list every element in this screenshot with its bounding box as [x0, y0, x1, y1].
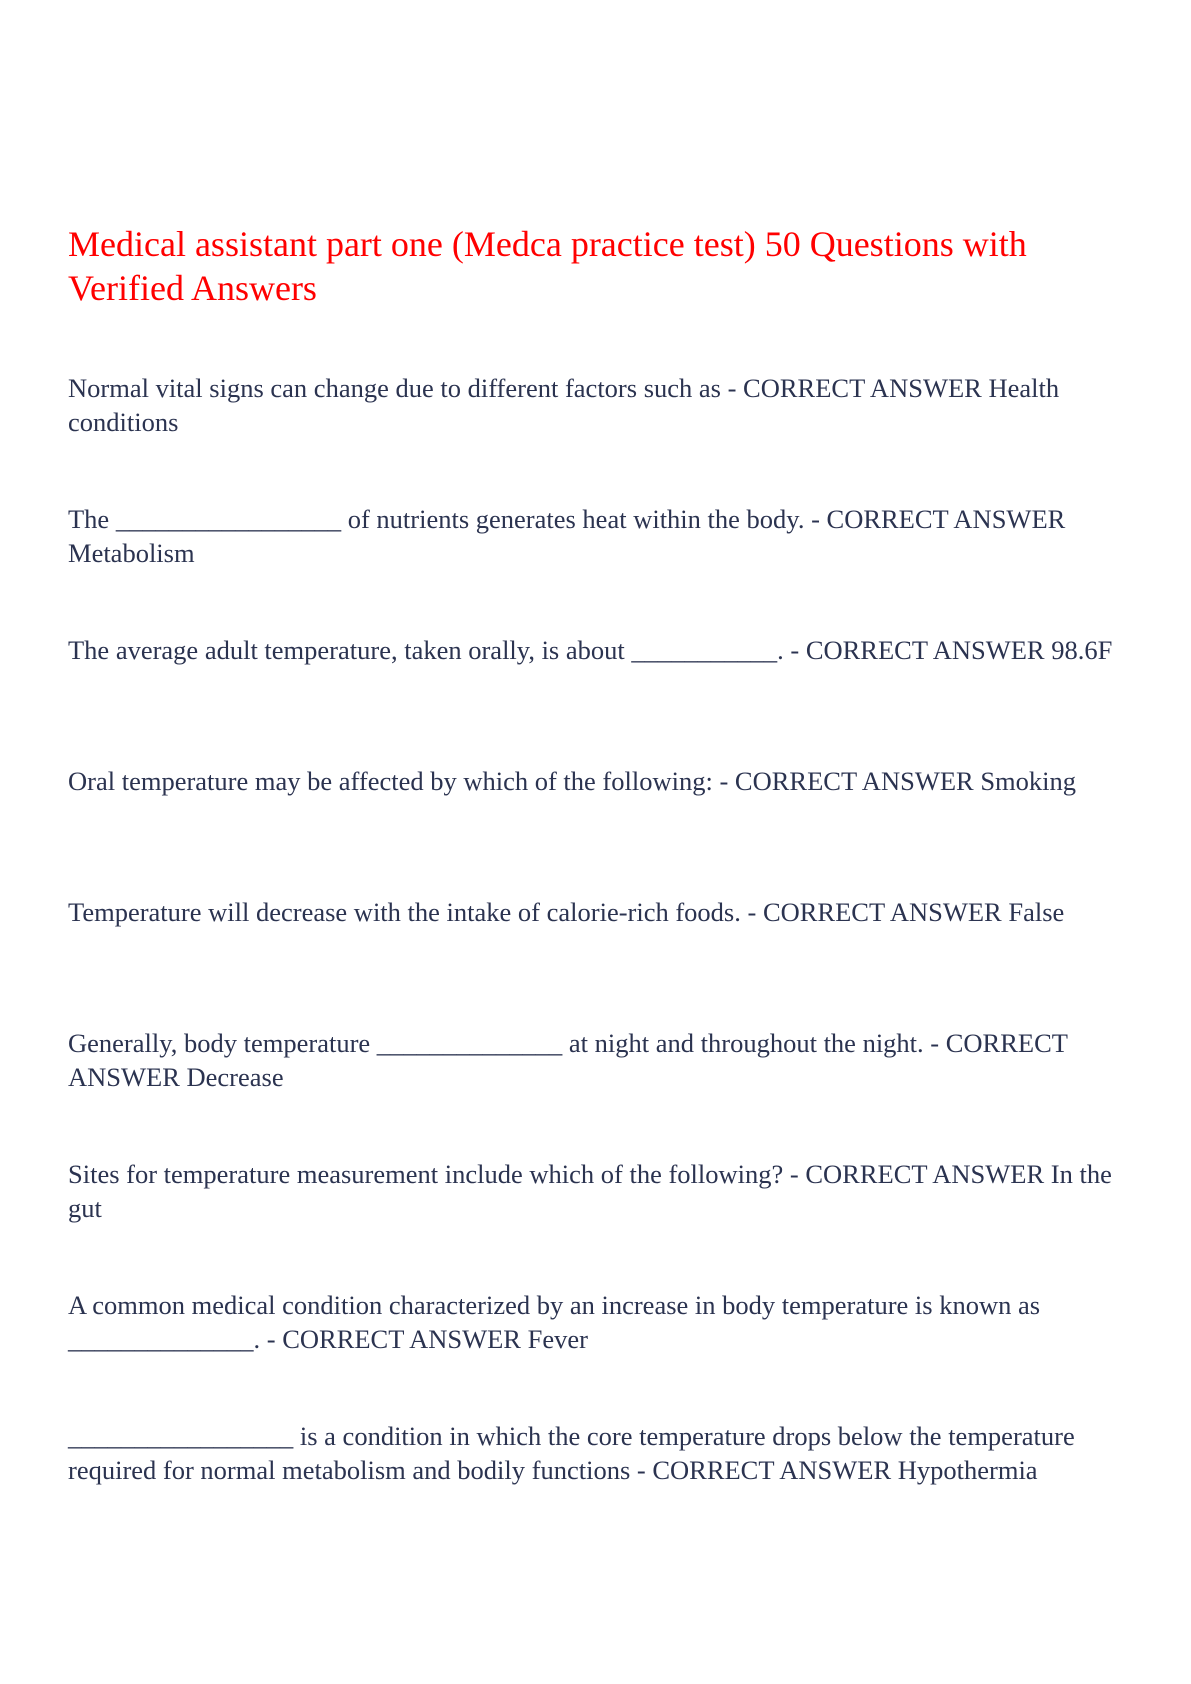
question-item: A common medical condition characterized by an increase in body temperature is known as ______________. - CORRECT ANSWER Fever	[68, 1290, 1041, 1354]
question-item: Generally, body temperature ______________ at night and throughout the night. - CORRECT ANSWER Decrease	[68, 1028, 1068, 1092]
question-item: Sites for temperature measurement include which of the following? - CORRECT ANSWER In the gut	[68, 1159, 1112, 1223]
question-list	[68, 371, 1128, 1550]
question-item: The average adult temperature, taken orally, is about ___________. - CORRECT ANSWER 98.6F	[68, 635, 1113, 665]
document-title: Medical assistant part one (Medca practice test) 50 Questions with Verified Answers	[68, 224, 1027, 308]
question-item: Temperature will decrease with the intake of calorie-rich foods. - CORRECT ANSWER False	[68, 897, 1065, 927]
question-item: _________________ is a condition in which the core temperature drops below the temperature required for normal metabolism and bodily functions - CORRECT ANSWER Hypothermia	[68, 1421, 1075, 1485]
question-item: Oral temperature may be affected by which of the following: - CORRECT ANSWER Smoking	[68, 766, 1077, 796]
question-item: Normal vital signs can change due to different factors such as - CORRECT ANSWER Health conditions	[68, 373, 1060, 437]
question-item: The _________________ of nutrients generates heat within the body. - CORRECT ANSWER Metabolism	[68, 504, 1066, 568]
